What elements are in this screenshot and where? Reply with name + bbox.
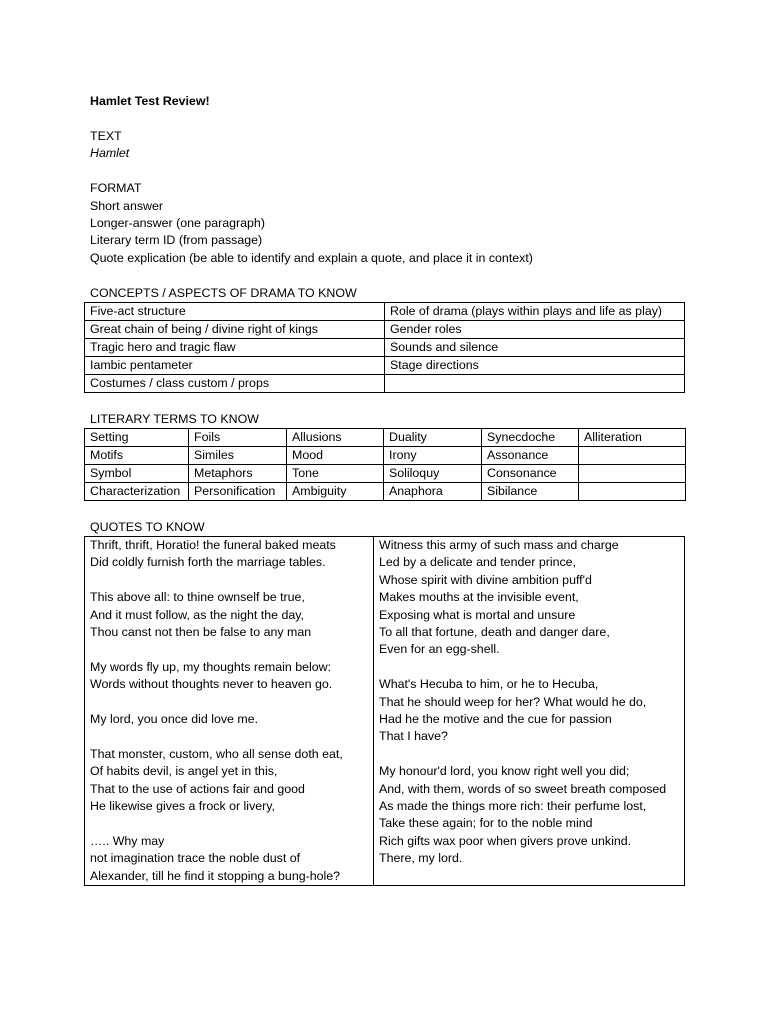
table-cell: Tone — [287, 465, 384, 483]
quote-line: What's Hecuba to him, or he to Hecuba, — [379, 677, 599, 692]
spacer — [90, 267, 688, 285]
quote-line — [90, 572, 373, 589]
quote-line: Makes mouths at the invisible event, — [379, 590, 579, 605]
spacer — [90, 501, 688, 519]
table-cell: Tragic hero and tragic flaw — [85, 339, 385, 357]
table-cell: Anaphora — [384, 483, 482, 501]
table-cell — [385, 375, 685, 393]
table-cell: Duality — [384, 429, 482, 447]
quote-line — [90, 641, 373, 658]
quote-line — [90, 815, 373, 832]
quote-line: There, my lord. — [379, 851, 463, 866]
quote-line: Even for an egg-shell. — [379, 642, 500, 657]
table-cell: Personification — [189, 483, 287, 501]
page-title: Hamlet Test Review! — [90, 94, 210, 108]
table-cell: Iambic pentameter — [85, 357, 385, 375]
quote-line — [90, 728, 373, 745]
table-cell: Gender roles — [385, 321, 685, 339]
quotes-heading: QUOTES TO KNOW — [90, 519, 205, 534]
quote-line: To all that fortune, death and danger dare, — [379, 625, 610, 639]
table-cell: Irony — [384, 447, 482, 465]
terms-row — [85, 429, 686, 447]
quote-line: My lord, you once did love me. — [90, 711, 259, 726]
quote-line: Whose spirit with divine ambition puff'd — [379, 572, 592, 587]
work-title: Hamlet — [90, 146, 130, 161]
quote-line: And, with them, words of so sweet breath composed — [379, 781, 667, 796]
quote-line: not imagination trace the noble dust of — [90, 851, 301, 866]
table-cell: Motifs — [85, 447, 189, 465]
spacer — [90, 110, 688, 128]
terms-row — [85, 483, 686, 501]
quotes-row — [85, 536, 685, 885]
format-item: Literary term ID (from passage) — [90, 233, 263, 248]
quote-line: Did coldly furnish forth the marriage tables. — [90, 555, 326, 570]
quote-line: Rich gifts wax poor when givers prove unkind. — [379, 833, 632, 848]
concepts-row — [85, 375, 685, 393]
table-cell: Synecdoche — [482, 429, 579, 447]
quote-line: As made the things more rich: their perfume lost, — [379, 799, 647, 814]
quote-line: That monster, custom, who all sense doth eat, — [90, 746, 343, 761]
table-cell: Mood — [287, 447, 384, 465]
concepts-row — [85, 357, 685, 375]
quote-line: And it must follow, as the night the day, — [90, 607, 304, 622]
concepts-table — [84, 302, 685, 393]
quote-line: He likewise gives a frock or livery, — [90, 799, 275, 813]
table-cell: Stage directions — [385, 357, 685, 375]
terms-row — [85, 465, 686, 483]
table-cell: Foils — [189, 429, 287, 447]
spacer — [90, 393, 688, 411]
table-cell — [579, 483, 686, 501]
quotes-table — [84, 536, 685, 886]
concepts-row — [85, 339, 685, 357]
quote-line — [379, 659, 684, 676]
table-cell: Five-act structure — [85, 303, 385, 321]
quote-line: Had he the motive and the cue for passion — [379, 712, 612, 727]
quote-line: Thou canst not then be false to any man — [90, 624, 312, 639]
quote-line: That to the use of actions fair and good — [90, 781, 305, 796]
quote-line: This above all: to thine ownself be true, — [90, 590, 305, 605]
quote-line: Take these again; for to the noble mind — [379, 816, 593, 831]
text-heading: TEXT — [90, 128, 122, 143]
quote-line: My honour'd lord, you know right well you did; — [379, 764, 630, 779]
format-heading: FORMAT — [90, 181, 142, 196]
format-item: Short answer — [90, 198, 164, 213]
table-cell: Great chain of being / divine right of kings — [85, 321, 385, 339]
table-cell: Metaphors — [189, 465, 287, 483]
quote-line: That he should weep for her? What would he do, — [379, 694, 647, 709]
quote-line: Of habits devil, is angel yet in this, — [90, 764, 278, 779]
table-cell: Assonance — [482, 447, 579, 465]
quote-line: Led by a delicate and tender prince, — [379, 555, 577, 570]
quote-line: ….. Why may — [90, 833, 165, 848]
table-cell: Setting — [85, 429, 189, 447]
quote-line: Words without thoughts never to heaven go. — [90, 677, 333, 692]
quotes-right-column — [374, 536, 685, 885]
concepts-row — [85, 321, 685, 339]
table-cell: Costumes / class custom / props — [85, 375, 385, 393]
table-cell — [579, 447, 686, 465]
table-cell: Sibilance — [482, 483, 579, 501]
quote-line: My words fly up, my thoughts remain below: — [90, 659, 332, 674]
concepts-row — [85, 303, 685, 321]
quote-line: That I have? — [379, 729, 448, 744]
quote-line: Thrift, thrift, Horatio! the funeral baked meats — [90, 537, 336, 552]
quote-line: Witness this army of such mass and charge — [379, 537, 619, 552]
document-page — [90, 93, 688, 886]
table-cell: Allusions — [287, 429, 384, 447]
quote-line: Alexander, till he find it stopping a bung-hole? — [90, 868, 341, 883]
concepts-heading: CONCEPTS / ASPECTS OF DRAMA TO KNOW — [90, 285, 357, 300]
table-cell: Alliteration — [579, 429, 686, 447]
quotes-left-column — [85, 536, 374, 885]
terms-heading: LITERARY TERMS TO KNOW — [90, 411, 259, 426]
table-cell — [579, 465, 686, 483]
table-cell: Ambiguity — [287, 483, 384, 501]
table-cell: Symbol — [85, 465, 189, 483]
quote-line — [90, 694, 373, 711]
quote-line: Exposing what is mortal and unsure — [379, 607, 576, 622]
spacer — [90, 163, 688, 181]
table-cell: Role of drama (plays within plays and life as play) — [385, 303, 685, 321]
table-cell: Consonance — [482, 465, 579, 483]
table-cell: Similes — [189, 447, 287, 465]
table-cell: Characterization — [85, 483, 189, 501]
table-cell: Sounds and silence — [385, 339, 685, 357]
format-item: Quote explication (be able to identify and explain a quote, and place it in context) — [90, 250, 533, 265]
quote-line — [379, 746, 684, 763]
table-cell: Soliloquy — [384, 465, 482, 483]
terms-row — [85, 447, 686, 465]
format-item: Longer-answer (one paragraph) — [90, 216, 265, 231]
terms-table — [84, 428, 686, 501]
